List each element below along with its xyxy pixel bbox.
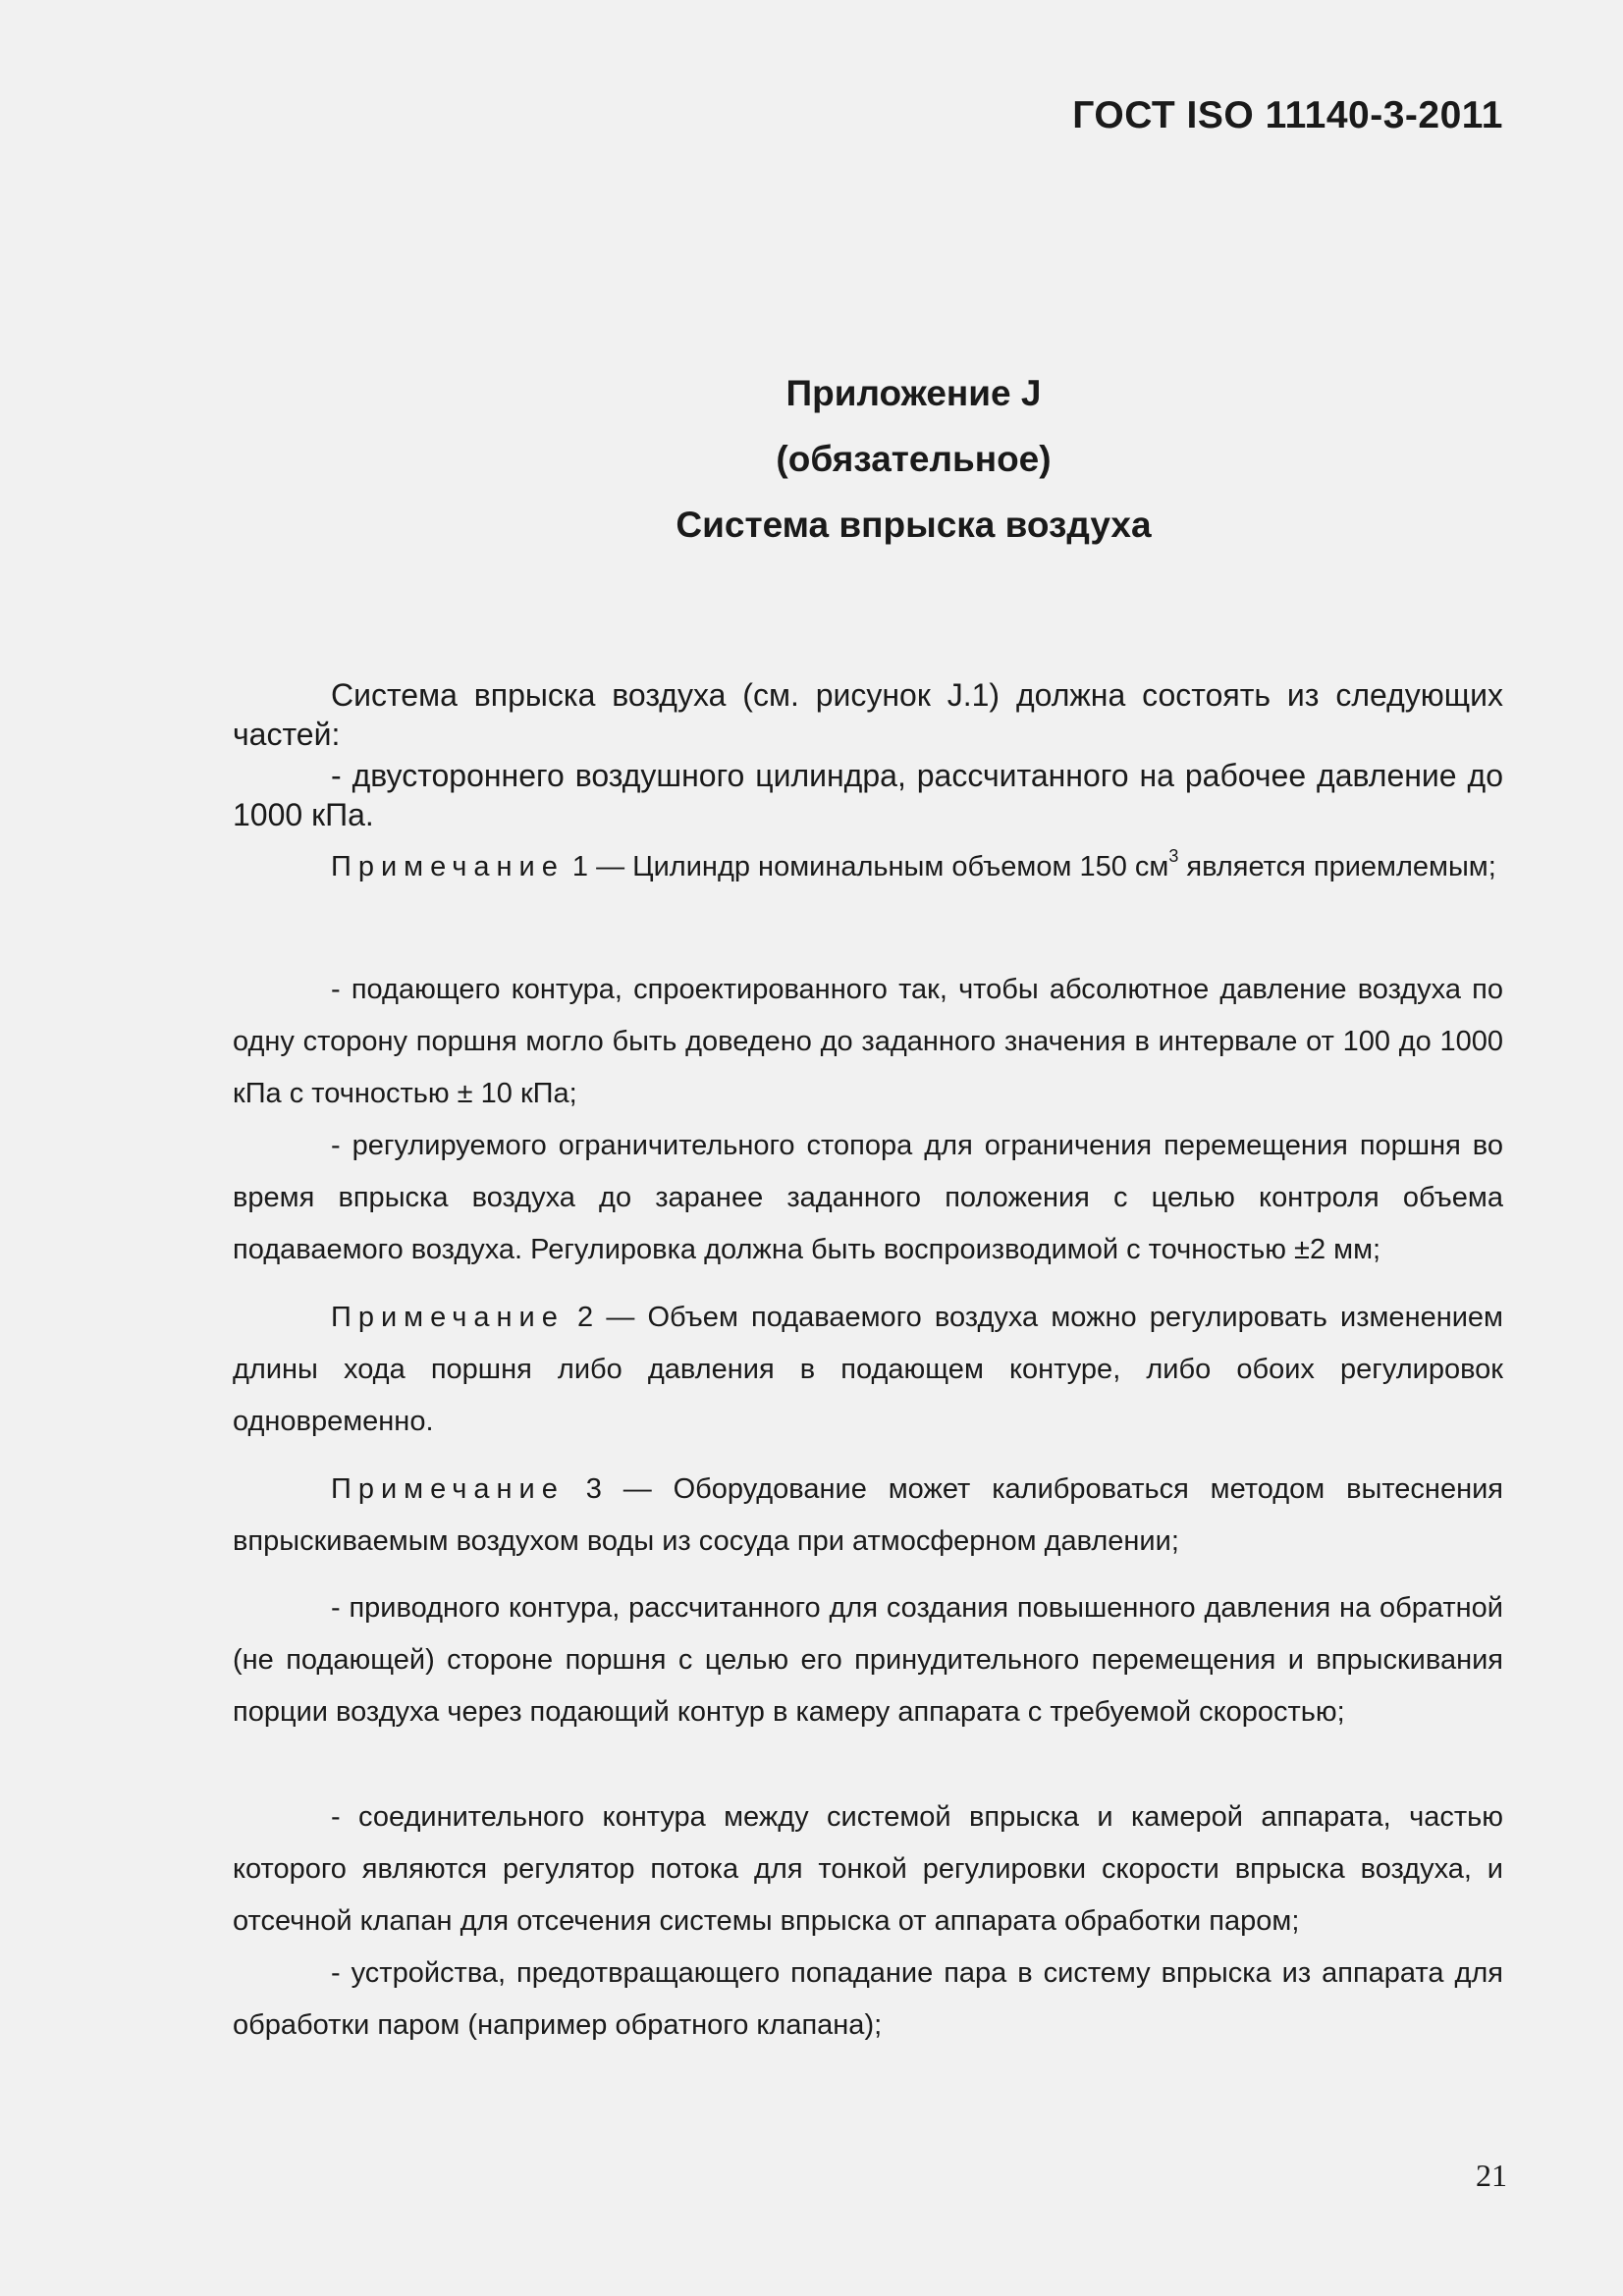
appendix-title: Приложение J bbox=[785, 373, 1042, 413]
list-item-supply-circuit: - подающего контура, спроектированного так, чтобы абсолютное давление воздуха по одну сторону поршня могло быть доведено до заданного значения в интервале от 100 до 1000 кПа с точностью ± 10 кПа; bbox=[233, 974, 1503, 1109]
page-number: 21 bbox=[1476, 2158, 1507, 2193]
note-label: Примечание bbox=[331, 1302, 565, 1333]
list-item-drive-circuit: - приводного контура, рассчитанного для создания повышенного давления на обратной (не подающей) стороне поршня с целью его принудительного перемещения и впрыскивания порции воздуха через подающий контур в камеру аппарата с требуемой скоростью; bbox=[233, 1592, 1503, 1728]
appendix-status: (обязательное) bbox=[776, 439, 1052, 479]
list-item-connecting-circuit: - соединительного контура между системой впрыска и камерой аппарата, частью которого являются регулятор потока для тонкой регулировки скорости впрыска воздуха, и отсечной клапан для отсечения системы впрыска от аппарата обработки паром; bbox=[233, 1801, 1503, 1937]
intro-paragraph: Система впрыска воздуха (см. рисунок J.1) должна состоять из следующих частей: bbox=[233, 677, 1503, 752]
note-label: Примечание bbox=[331, 1473, 565, 1505]
list-item-stopper: - регулируемого ограничительного стопора для ограничения перемещения поршня во время впрыска воздуха до заранее заданного положения с целью контроля объема подаваемого воздуха. Регулировка должна быть воспроизводимой с точностью ±2 мм; bbox=[233, 1130, 1503, 1265]
note-3: Примечание 3 — Оборудование может калиброваться методом вытеснения впрыскиваемым воздухом воды из сосуда при атмосферном давлении; bbox=[233, 1473, 1503, 1557]
list-item-check-valve: - устройства, предотвращающего попадание пара в систему впрыска из аппарата для обработки паром (например обратного клапана); bbox=[233, 1957, 1503, 2041]
superscript: 3 bbox=[1168, 846, 1179, 866]
note-1: Примечание 1 — Цилиндр номинальным объемом 150 $см^3$ является приемлемым; bbox=[331, 846, 1496, 882]
note-label: Примечание bbox=[331, 851, 565, 882]
appendix-subject: Система впрыска воздуха bbox=[676, 505, 1152, 545]
document-code: ГОСТ ISO 11140-3-2011 bbox=[1072, 94, 1503, 136]
list-item-cylinder: - двустороннего воздушного цилиндра, рассчитанного на рабочее давление до 1000 кПа. bbox=[233, 758, 1503, 832]
note-2: Примечание 2 — Объем подаваемого воздуха можно регулировать изменением длины хода поршня либо давления в подающем контуре, либо обоих регулировок одновременно. bbox=[233, 1302, 1503, 1437]
